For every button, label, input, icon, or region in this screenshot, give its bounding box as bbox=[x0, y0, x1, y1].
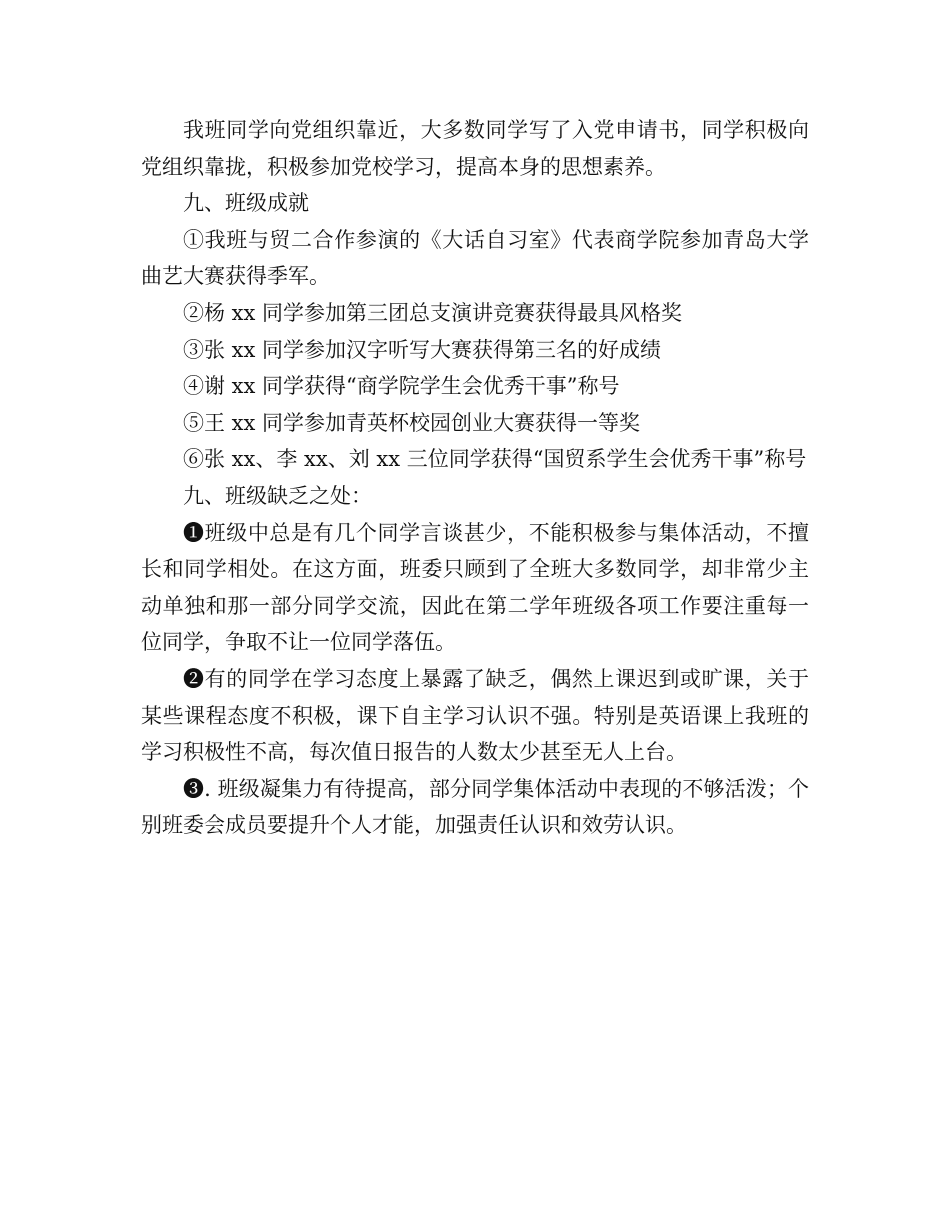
achievement-item-3: ③张 xx 同学参加汉字听写大赛获得第三名的好成绩 bbox=[183, 337, 662, 362]
achievement-item-6: ⑥张 xx、李 xx、刘 xx 三位同学获得“国贸系学生会优秀干事”称号 bbox=[183, 447, 807, 472]
document-body bbox=[141, 112, 809, 844]
shortcoming-item-2: ❷有的同学在学习态度上暴露了缺乏，偶然上课迟到或旷课，关于某些课程态度不积极，课下自主学习认识不强。特别是英语课上我班的学习积极性不高，每次值日报告的人数太少甚至无人上台。 bbox=[141, 666, 809, 765]
shortcoming-item-3: ❸. 班级凝集力有待提高，部分同学集体活动中表现的不够活泼；个别班委会成员要提升个人才能，加强责任认识和效劳认识。 bbox=[141, 776, 809, 838]
paragraph-party-membership: 我班同学向党组织靠近，大多数同学写了入党申请书，同学积极向党组织靠拢，积极参加党校学习，提高本身的思想素养。 bbox=[141, 118, 809, 179]
heading-class-shortcomings: 九、班级缺乏之处： bbox=[183, 483, 372, 508]
shortcoming-item-1: ❶班级中总是有几个同学言谈甚少，不能积极参与集体活动，不擅长和同学相处。在这方面，班委只顾到了全班大多数同学，却非常少主动单独和那一部分同学交流，因此在第二学年班级各项工作要注重每一位同学，争取不让一位同学落伍。 bbox=[141, 520, 809, 655]
achievement-item-4: ④谢 xx 同学获得“商学院学生会优秀干事”称号 bbox=[183, 374, 620, 399]
achievement-item-2: ②杨 xx 同学参加第三团总支演讲竞赛获得最具风格奖 bbox=[183, 300, 683, 325]
achievement-item-5: ⑤王 xx 同学参加青英杯校园创业大赛获得一等奖 bbox=[183, 410, 641, 435]
heading-class-achievements: 九、班级成就 bbox=[183, 191, 309, 216]
achievement-item-1: ①我班与贸二合作参演的《大话自习室》代表商学院参加青岛大学曲艺大赛获得季军。 bbox=[141, 227, 809, 289]
